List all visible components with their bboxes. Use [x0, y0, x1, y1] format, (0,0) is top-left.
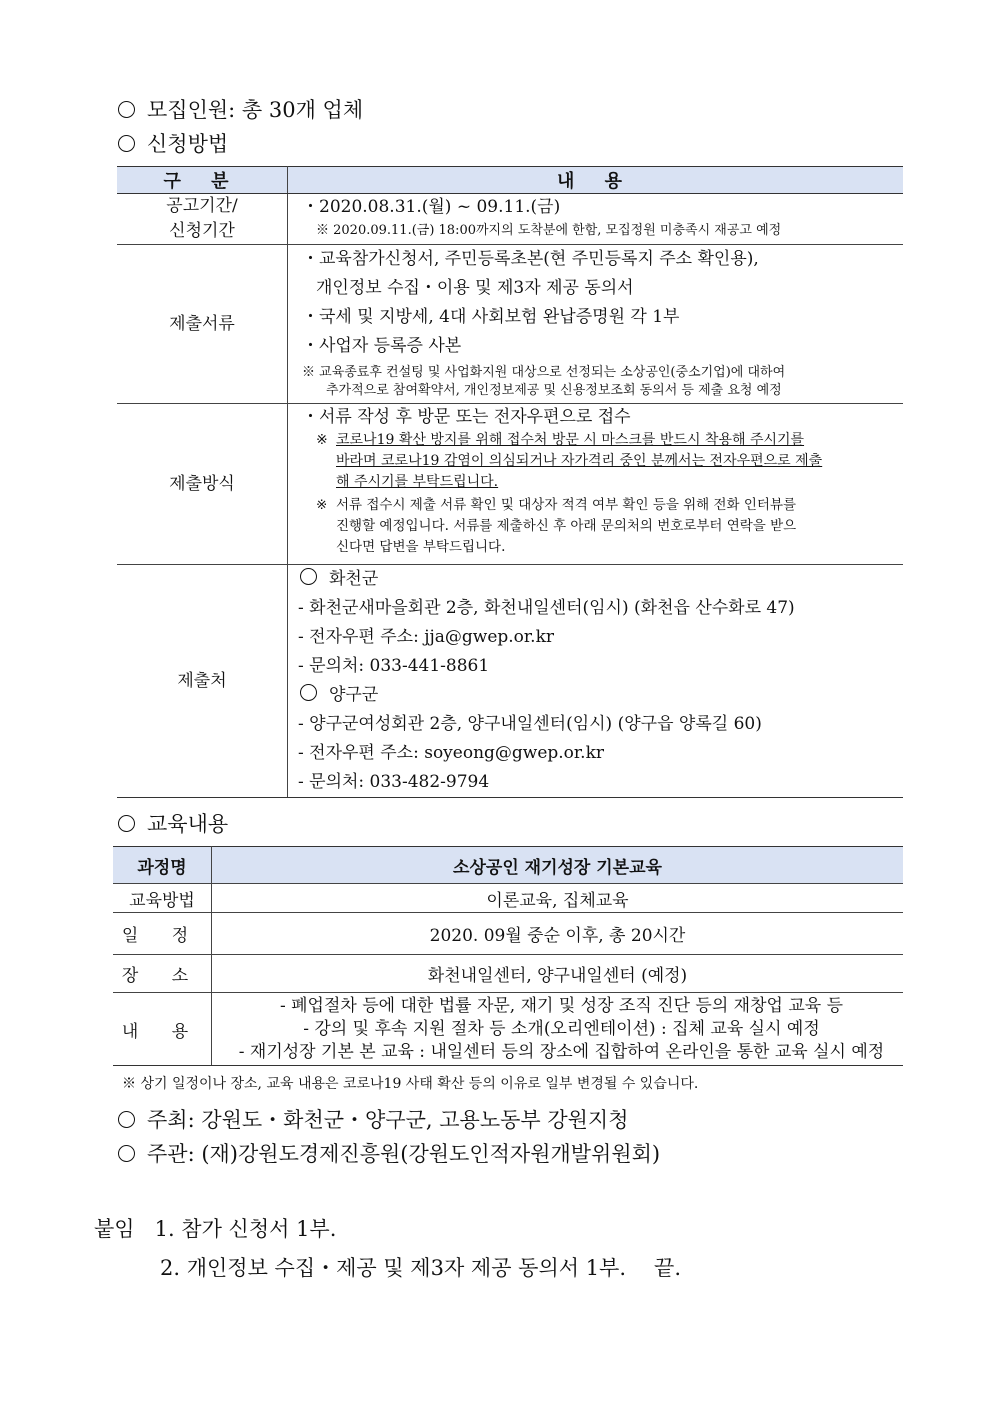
circle-bullet-icon — [300, 568, 317, 585]
period-label-line: 공고기간/ — [166, 196, 238, 216]
contents-row — [113, 993, 903, 1066]
docs-label: 제출서류 — [117, 245, 288, 404]
course-value: 소상공인 재기성장 기본교육 — [212, 847, 904, 884]
attachment-label: 붙임 — [94, 1217, 135, 1241]
docs-note: 추가적으로 참여확약서, 개인정보제공 및 신용정보조회 동의서 등 제출 요청 예정 — [326, 382, 782, 398]
hwacheon-name: 화천군 — [329, 569, 379, 589]
method-label: 제출방식 — [117, 404, 288, 565]
edu-method-value: 이론교육, 집체교육 — [212, 884, 904, 913]
host-bullet — [118, 1104, 629, 1134]
location-row — [113, 955, 903, 993]
contents-value — [212, 993, 904, 1066]
organizer-text: 주관: (재)강원도경제진흥원(강원도인적자원개발위원회) — [147, 1142, 661, 1166]
place-row — [117, 565, 903, 798]
circle-bullet-icon — [300, 684, 317, 701]
contents-line: - 폐업절차 등에 대한 법률 자문, 재기 및 성장 조직 진단 등의 재창업 교육 등 — [279, 995, 844, 1016]
method-note-1 — [302, 430, 903, 493]
schedule-label: 일 정 — [113, 913, 212, 955]
docs-row — [117, 245, 903, 404]
reference-mark: ※ — [316, 432, 328, 448]
edu-text: 교육내용 — [147, 812, 229, 836]
yanggu-email: - 전자우편 주소: soyeong@gwep.or.kr — [298, 743, 605, 763]
docs-line: ・국세 및 지방세, 4대 사회보험 완납증명원 각 1부 — [302, 307, 680, 327]
yanggu-heading — [298, 681, 903, 710]
docs-line: ・사업자 등록증 사본 — [302, 336, 462, 356]
method-note-2 — [302, 495, 903, 558]
header-content: 내 용 — [288, 167, 904, 194]
circle-bullet-icon — [118, 101, 135, 118]
recruit-bullet — [118, 94, 363, 124]
period-content — [288, 194, 904, 245]
hwacheon-heading — [298, 565, 903, 594]
circle-bullet-icon — [118, 1111, 135, 1128]
yanggu-name: 양구군 — [329, 685, 379, 705]
yanggu-phone: - 문의처: 033-482-9794 — [298, 772, 490, 792]
attachment-2 — [160, 1252, 681, 1282]
note-line: 바라며 코로나19 감염이 의심되거나 자가격리 중인 분께서는 전자우편으로 제출 — [336, 453, 823, 469]
contents-line: - 재기성장 기본 본 교육 : 내일센터 등의 장소에 집합하여 온라인을 통한 교육 실시 예정 — [238, 1041, 885, 1062]
period-row — [117, 194, 903, 245]
hwacheon-address: - 화천군새마을회관 2층, 화천내일센터(임시) (화천읍 산수화로 47) — [298, 598, 795, 618]
period-label-line: 신청기간 — [169, 221, 235, 241]
hwacheon-email: - 전자우편 주소: jja@gwep.or.kr — [298, 627, 554, 647]
place-label: 제출처 — [117, 565, 288, 798]
header-category: 구 분 — [117, 167, 288, 194]
table-header-row — [117, 167, 903, 194]
location-label: 장 소 — [113, 955, 212, 993]
note-line: 진행할 예정입니다. 서류를 제출하신 후 아래 문의처의 번호로부터 연락을 받으 — [336, 518, 797, 534]
change-notice: ※ 상기 일정이나 장소, 교육 내용은 코로나19 사태 확산 등의 이유로 일부 변경될 수 있습니다. — [122, 1076, 699, 1092]
edu-method-label: 교육방법 — [113, 884, 212, 913]
course-row — [113, 847, 903, 884]
circle-bullet-icon — [118, 815, 135, 832]
recruit-text: 모집인원: 총 30개 업체 — [147, 98, 364, 122]
note-line: 해 주시기를 부탁드립니다. — [336, 474, 499, 490]
attachment-1 — [94, 1213, 336, 1243]
edu-bullet — [118, 808, 228, 838]
period-line: ・2020.08.31.(월) ~ 09.11.(금) — [302, 197, 561, 217]
location-value: 화천내일센터, 양구내일센터 (예정) — [212, 955, 904, 993]
edu-method-row — [113, 884, 903, 913]
note-line: 서류 접수시 제출 서류 확인 및 대상자 적격 여부 확인 등을 위해 전화 인터뷰를 — [336, 497, 797, 513]
attachment-item: 1. 참가 신청서 1부. — [154, 1217, 337, 1241]
hwacheon-phone: - 문의처: 033-441-8861 — [298, 656, 490, 676]
period-label — [117, 194, 288, 245]
host-text: 주최: 강원도・화천군・양구군, 고용노동부 강원지청 — [147, 1108, 629, 1132]
docs-content — [288, 245, 904, 404]
method-content — [288, 404, 904, 565]
method-line: ・서류 작성 후 방문 또는 전자우편으로 접수 — [302, 407, 631, 427]
note-line: 신다면 답변을 부탁드립니다. — [336, 539, 506, 555]
method-bullet — [118, 128, 228, 158]
yanggu-address: - 양구군여성회관 2층, 양구내일센터(임시) (양구읍 양록길 60) — [298, 714, 762, 734]
contents-label: 내 용 — [113, 993, 212, 1066]
application-table — [117, 166, 903, 798]
circle-bullet-icon — [118, 1145, 135, 1162]
method-row — [117, 404, 903, 565]
contents-line: - 강의 및 후속 지원 절차 등 소개(오리엔테이션) : 집체 교육 실시 예정 — [303, 1018, 820, 1039]
docs-note: ※ 교육종료후 컨설팅 및 사업화지원 대상으로 선정되는 소상공인(중소기업)에 대하여 — [302, 365, 786, 380]
docs-line: ・교육참가신청서, 주민등록초본(현 주민등록지 주소 확인용), — [302, 249, 759, 269]
period-note: ※ 2020.09.11.(금) 18:00까지의 도착분에 한함, 모집정원 미충족시 재공고 예정 — [316, 223, 782, 238]
schedule-value: 2020. 09월 중순 이후, 총 20시간 — [212, 913, 904, 955]
education-table — [113, 846, 903, 1066]
method-text: 신청방법 — [147, 132, 229, 156]
schedule-row — [113, 913, 903, 955]
reference-mark: ※ — [316, 497, 328, 513]
circle-bullet-icon — [118, 135, 135, 152]
attachment-item: 2. 개인정보 수집・제공 및 제3자 제공 동의서 1부. — [160, 1256, 627, 1280]
course-label: 과정명 — [113, 847, 212, 884]
place-content — [288, 565, 904, 798]
note-line: 코로나19 확산 방지를 위해 접수처 방문 시 마스크를 반드시 착용해 주시기를 — [336, 432, 805, 448]
organizer-bullet — [118, 1138, 660, 1168]
end-mark: 끝. — [654, 1256, 681, 1280]
docs-line: 개인정보 수집・이용 및 제3자 제공 동의서 — [316, 278, 634, 298]
